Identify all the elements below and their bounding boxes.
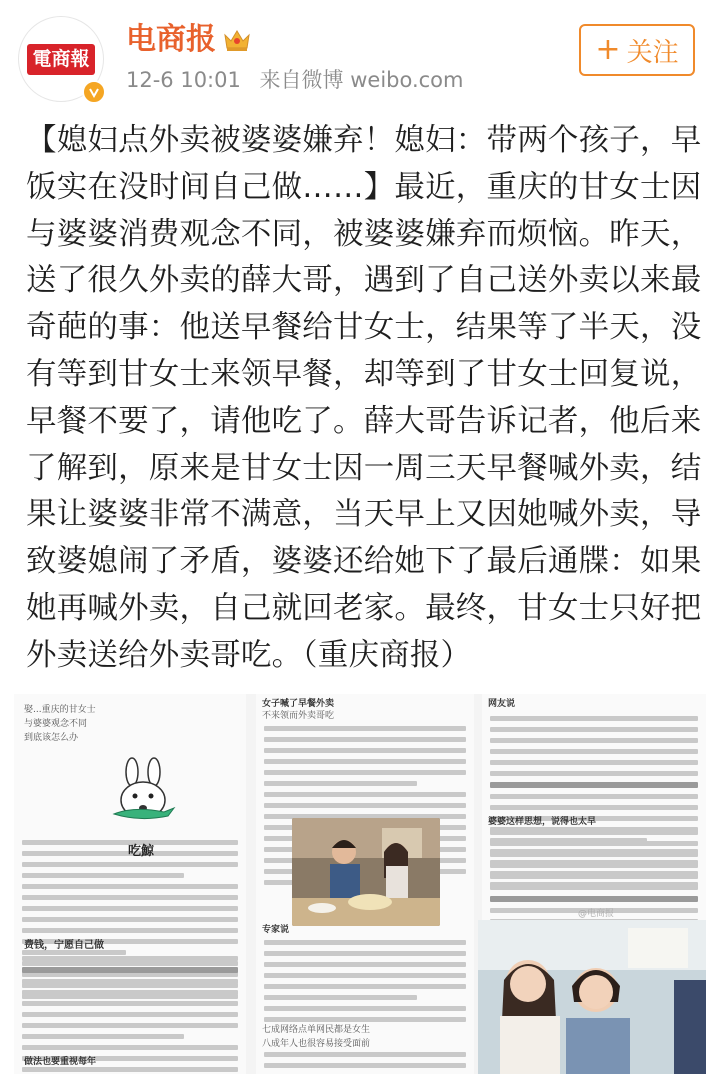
- np-col2-sub: 不来领而外卖哥吃: [262, 711, 335, 721]
- crown-icon: [222, 27, 252, 53]
- follow-label: 关注: [626, 37, 679, 68]
- newspaper-column-1: [14, 694, 246, 1074]
- plus-icon: +: [595, 32, 621, 67]
- post-header: [0, 0, 720, 110]
- post-time: 12-6 10:01: [126, 68, 241, 92]
- np-col2-sub3: 八成年人也很容易接受面前: [262, 1039, 371, 1049]
- np-col2-sub2: 七成网络点单网民都是女生: [262, 1025, 371, 1035]
- np-col1-sub2: 到底该怎么办: [24, 733, 79, 743]
- newspaper-photo-women: [478, 920, 706, 1074]
- np-col1-bottom: 做法也要重视每年: [24, 1057, 97, 1067]
- rabbit-sticker-icon: [104, 756, 184, 838]
- np-col3-heading: 网友说: [488, 699, 516, 709]
- np-watermark: @电商报: [578, 909, 615, 919]
- np-col2-paragraph-3: [256, 1046, 474, 1074]
- account-avatar[interactable]: [18, 16, 108, 106]
- brand-logo: 電商報: [27, 44, 94, 75]
- np-col1-section: 费钱，宁愿自己做: [24, 940, 104, 951]
- np-col1-heading: 娶...重庆的甘女士: [24, 705, 96, 715]
- post-source: 来自微博 weibo.com: [259, 68, 464, 92]
- np-col3-section: 婆婆这样思想，说得也太早: [488, 817, 597, 827]
- follow-button[interactable]: [579, 24, 695, 76]
- verified-v-icon: [82, 80, 106, 104]
- np-col2-heading: 女子喊了早餐外卖: [262, 699, 335, 709]
- post-text: 【媳妇点外卖被婆婆嫌弃！媳妇：带两个孩子，早饭实在没时间自己做……】最近，重庆的甘女士因与婆婆消费观念不同，被婆婆嫌弃而烦恼。昨天，送了很久外卖的薛大哥，遇到了自己送外卖以来最奇葩的事：他送早餐给甘女士，结果等了半天，没有等到甘女士来领早餐，却等到了甘女士回复说，早餐不要了，请他吃了。薛大哥告诉记者，他后来了解到，原来是甘女士因一周三天早餐喊外卖，结果让婆婆非常不满意，当天早上又因她喊外卖，导致婆媳闹了矛盾，婆婆还给她下了最后通牒：如果她再喊外卖，自己就回老家。最终，甘女士只好把外卖送给外卖哥吃。（重庆商报）: [26, 123, 702, 673]
- account-name-row: [126, 22, 252, 58]
- np-col2-paragraph-2: [256, 934, 474, 1022]
- newspaper-photo-family: [292, 818, 440, 926]
- account-name[interactable]: 电商报: [126, 22, 216, 57]
- np-col1-sub1: 与婆婆观念不同: [24, 719, 88, 729]
- post-meta: [126, 66, 476, 94]
- np-col2-section: 专家说: [262, 925, 290, 935]
- sticker-caption: 吃鯨: [128, 844, 155, 859]
